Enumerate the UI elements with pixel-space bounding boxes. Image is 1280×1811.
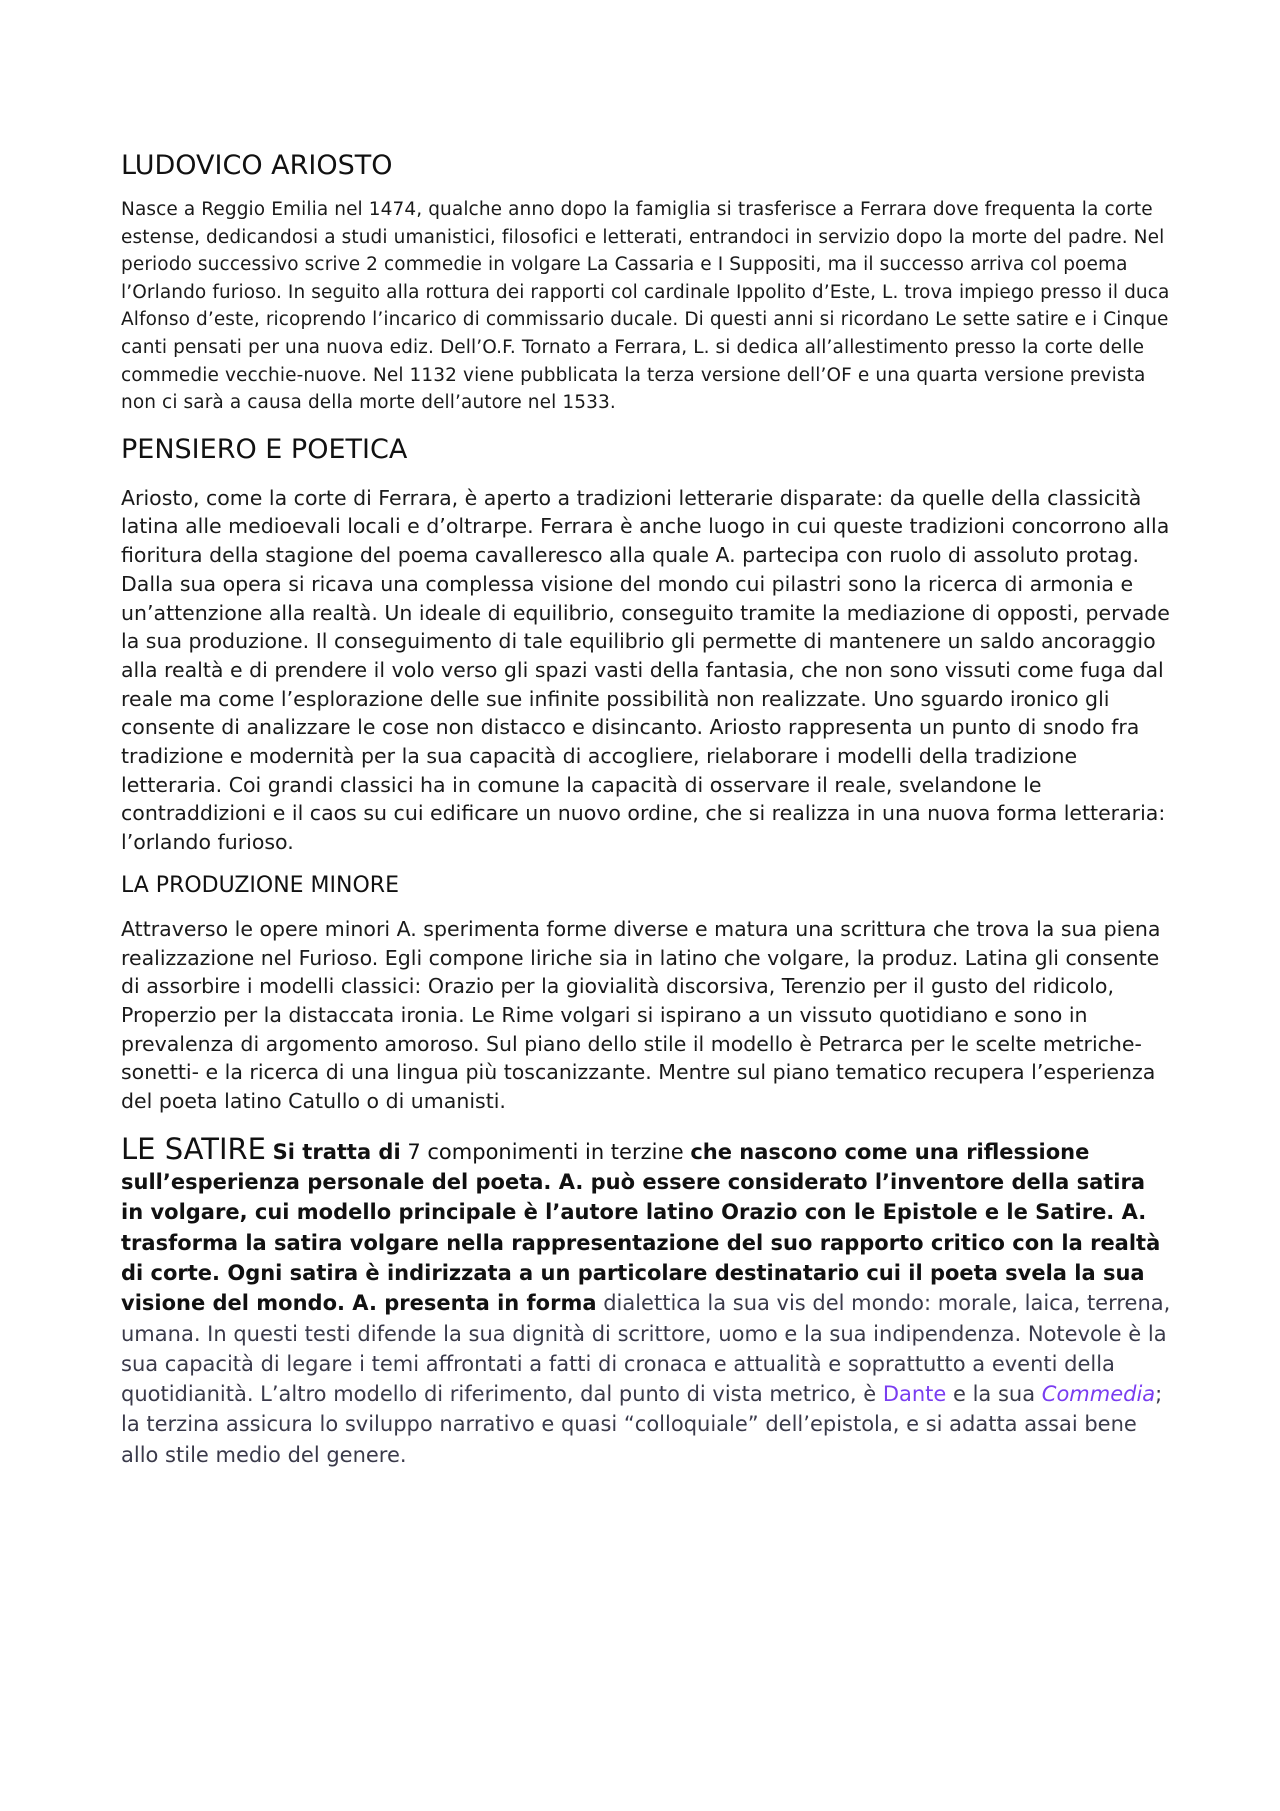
satire-grey-text-3: ; la terzina assicura lo sviluppo narrativo e quasi “colloquiale” dell’epistola, e si adatta assai bene allo stile medio del genere. <box>121 1382 1163 1467</box>
satire-bold-intro: Si tratta di <box>272 1139 401 1164</box>
satire-grey-text-2: e la sua <box>946 1382 1042 1407</box>
heading-pensiero-e-poetica: PENSIERO E POETICA <box>121 433 408 465</box>
document-page <box>121 148 1171 1470</box>
heading-produzione-minore: LA PRODUZIONE MINORE <box>121 872 399 898</box>
satire-bold-text: che nascono come una riflessione sull’esperienza personale del poeta. A. può essere considerato l’inventore della satira in volgare, cui modello principale è l’autore latino Orazio con le Epistole e le Satire. A. trasforma la satira volgare nella rappresentazione del suo rapporto critico con la realtà di corte. Ogni satira è indirizzata a un particolare destinatario cui il poeta svela la sua visione del mondo. A. presenta in forma <box>121 1139 1161 1316</box>
satire-grey-text: dialettica la sua vis del mondo: morale, laica, terrena, umana. In questi testi difende la sua dignità di scrittore, uomo e la sua indipendenza. Notevole è la sua capacità di legare i temi affrontati a fatti di cronaca e attualità e soprattutto a eventi della quotidianità. L’altro modello di riferimento, dal punto di vista metrico, è <box>121 1291 1171 1407</box>
heading-le-satire: LE SATIRE <box>121 1131 266 1166</box>
title-ludovico-ariosto: LUDOVICO ARIOSTO <box>121 150 393 181</box>
paragraph-biography: Nasce a Reggio Emilia nel 1474, qualche anno dopo la famiglia si trasferisce a Ferrara dove frequenta la corte estense, dedicandosi a studi umanistici, filosofici e letterati, entrandoci in servizio dopo la morte del padre. Nel periodo successivo scrive 2 commedie in volgare La Cassaria e I Suppositi, ma il successo arriva col poema l’Orlando furioso. In seguito alla rottura dei rapporti col cardinale Ippolito d’Este, L. trova impiego presso il duca Alfonso d’este, ricoprendo l’incarico di commissario ducale. Di questi anni si ricordano Le sette satire e i Cinque canti pensati per una nuova ediz. Dell’O.F. Tornato a Ferrara, L. si dedica all’allestimento presso la corte delle commedie vecchie-nuove. Nel 1132 viene pubblicata la terza versione dell’OF e una quarta versione prevista non ci sarà a causa della morte dell’autore nel 1533. <box>121 199 1170 414</box>
link-commedia[interactable]: Commedia <box>1041 1382 1156 1407</box>
link-dante[interactable]: Dante <box>882 1382 947 1407</box>
paragraph-le-satire <box>121 1131 1171 1470</box>
paragraph-pensiero: Ariosto, come la corte di Ferrara, è aperto a tradizioni letterarie disparate: da quelle della classicità latina alle medioevali locali e d’oltrarpe. Ferrara è anche luogo in cui queste tradizioni concorrono alla fioritura della stagione del poema cavalleresco alla quale A. partecipa con ruolo di assoluto protag. Dalla sua opera si ricava una complessa visione del mondo cui pilastri sono la ricerca di armonia e un’attenzione alla realtà. Un ideale di equilibrio, conseguito tramite la mediazione di opposti, pervade la sua produzione. Il conseguimento di tale equilibrio gli permette di mantenere un saldo ancoraggio alla realtà e di prendere il volo verso gli spazi vasti della fantasia, che non sono vissuti come fuga dal reale ma come l’esplorazione delle sue infinite possibilità non realizzate. Uno sguardo ironico gli consente di analizzare le cose non distacco e disincanto. Ariosto rappresenta un punto di snodo fra tradizione e modernità per la sua capacità di accogliere, rielaborare i modelli della tradizione letteraria. Coi grandi classici ha in comune la capacità di osservare il reale, svelandone le contraddizioni e il caos su cui edificare un nuovo ordine, che si realizza in una nuova forma letteraria: l’orlando furioso. <box>121 485 1170 855</box>
satire-plain-text: 7 componimenti in terzine <box>400 1139 691 1164</box>
paragraph-produzione-minore: Attraverso le opere minori A. sperimenta forme diverse e matura una scrittura che trova la sua piena realizzazione nel Furioso. Egli compone liriche sia in latino che volgare, la produz. Latina gli consente di assorbire i modelli classici: Orazio per la giovialità discorsiva, Terenzio per il gusto del ridicolo, Properzio per la distaccata ironia. Le Rime volgari si ispirano a un vissuto quotidiano e sono in prevalenza di argomento amoroso. Sul piano dello stile il modello è Petrarca per le scelte metriche- sonetti- e la ricerca di una lingua più toscanizzante. Mentre sul piano tematico recupera l’esperienza del poeta latino Catullo o di umanisti. <box>121 916 1161 1114</box>
